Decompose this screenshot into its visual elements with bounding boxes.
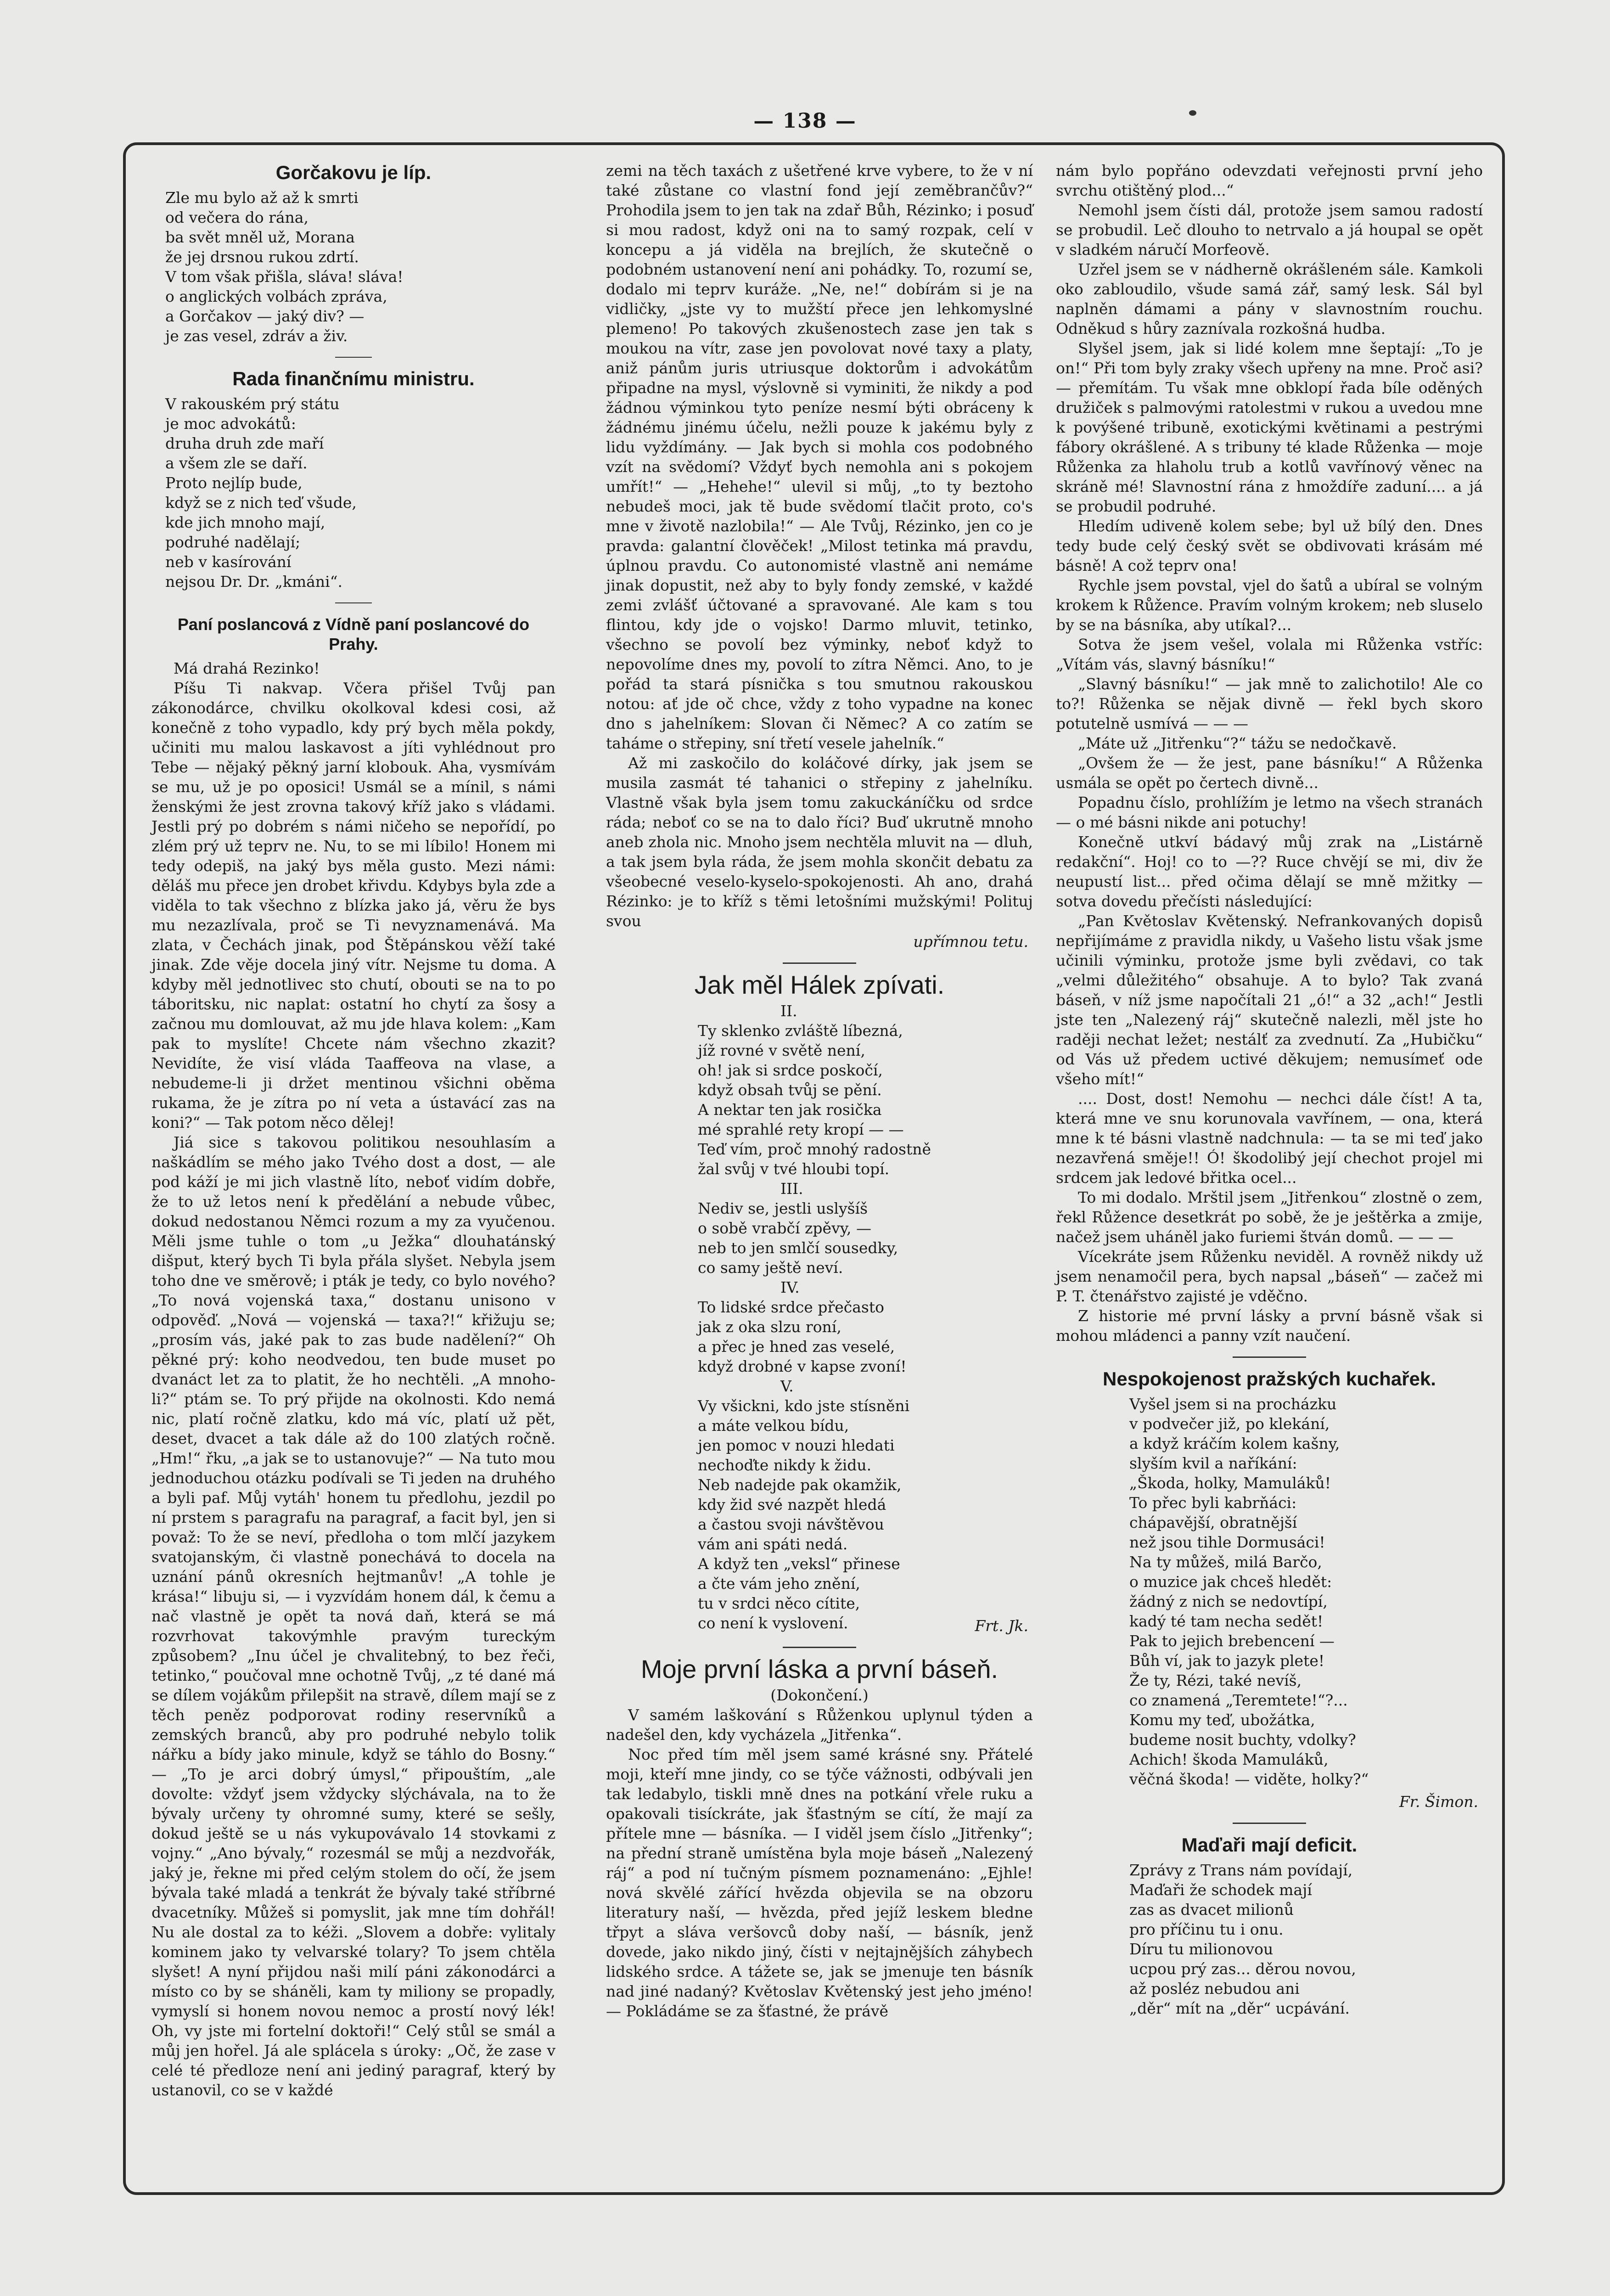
poem-line: podruhé nadělají; (165, 533, 301, 551)
poem-line: Vy všickni, kdo jste stísněni (698, 1397, 910, 1415)
poem-line: oh! jak si srdce poskočí, (698, 1061, 883, 1079)
poem-line: Na ty můžeš, milá Barčo, (1129, 1553, 1322, 1571)
paragraph: „Ovšem že — že jest, pane básníku!“ A Růženka usmála se opět po čertech divně... (1056, 754, 1483, 792)
poem-line: když se z nich teď všude, (165, 494, 357, 512)
paragraph: Konečně utkví bádavý můj zrak na „Listárně redakční“. Hoj! co to —?? Ruce chvějí se mi, div že neupustí list... před očima dělají se mně mžitky — sotva dovedu přečísti následující: (1056, 833, 1483, 910)
poem-line: Bůh ví, jak to jazyk plete! (1129, 1652, 1325, 1670)
divider (335, 357, 372, 358)
poem-line: „děr“ mít na „děr“ ucpávání. (1129, 1999, 1350, 2017)
poem-line: neb v kasírování (165, 553, 292, 571)
poem-line: mé sprahlé rety kropí — — (698, 1120, 904, 1138)
poem-line: ucpou prý zas... děrou novou, (1129, 1960, 1356, 1978)
paragraph: Uzřel jsem se v nádherně okrášleném sále. Kamkoli oko zabloudilo, všude samá zář, samý lesk. Sál byl naplněn dámami a pány v slavnostním rouchu. Odněkud s hůry zaznívala rozkošná hudba. (1056, 260, 1483, 338)
section-number: III. (780, 1180, 803, 1198)
article-title: Paní poslancová z Vídně paní poslancové do Prahy. (177, 615, 530, 653)
poem-line: kde jich mnoho mají, (165, 513, 325, 531)
signature: Fr. Šimon. (1399, 1793, 1478, 1811)
poem-line: co znamená „Teremtete!“?... (1129, 1691, 1348, 1709)
poem-line: až posléz nebudou ani (1129, 1980, 1300, 1998)
story-subtitle: (Dokončení.) (770, 1686, 869, 1704)
divider (1233, 1823, 1306, 1824)
paragraph: Až mi zaskočilo do koláčové dírky, jak jsem se musila zasmát té tahanici o střepiny z jahelníku. Vlastně však byla jsem tomu zakuckáníčku od srdce ráda; neboť co se na to dalo říci? Buď ukrutně mnoho aneb zhola nic. Mnoho jsem nechtěla mluvit na — dluh, a tak jsem byla ráda, že jsem mohla skončit debatu za všeobecné veselo-kyselo-spokojenosti. Ah ano, drahá Rézinko: je to kříž s těmi letošními mužskými! Polituj svou (606, 754, 1033, 930)
poem-kucharky (1056, 1394, 1483, 1789)
paragraph: Rychle jsem povstal, vjel do šatů a ubíral se volným krokem k Růžence. Pravím volným krokem; neb sluselo by se na básníka, aby utíkal?... (1056, 576, 1483, 634)
poem-line: je moc advokátů: (165, 415, 296, 433)
poem-line: tu v srdci něco cítite, (698, 1594, 860, 1612)
poem-line: budeme nosit buchty, vdolky? (1129, 1731, 1356, 1749)
paragraph: Noc před tím měl jsem samé krásné sny. Přátelé moji, kteří mne jindy, co se týče vážnosti, odbývali jen tak ledabylo, tiskli mně dnes na potkání vřele ruku a opakovali tisíckráte, jak šťastným se cítí, že mají za přítele mne — básníka. — I viděl jsem číslo „Jitřenky“; na přední straně umístěna byla moje báseň „Nalezený ráj“ a pod ní tučným písmem poznamenáno: „Ejhle! nová skvělé zářící hvězda objevila se na obzoru literatury naší, — hvězda, před jejíž leskem bledne třpyt a sláva veršovců doby naší, — básník, jenž dovede, jako nikdo jiný, čísti v nejtajnějších záhybech lidského srdce. A tážete se, jak se jmenuje ten básník nad jiné nadaný? Květoslav Květenský jest jeho jméno! — Pokládáme se za šťastné, že právě (606, 1745, 1033, 2020)
poem-line: nejsou Dr. Dr. „kmáni“. (165, 573, 342, 591)
poem-line: a když kráčím kolem kašny, (1129, 1435, 1340, 1452)
paragraph: Slyšel jsem, jak si lidé kolem mne šeptají: „To je on!“ Při tom byly zraky všech upřeny na mne. Proč asi? — přemítám. Tu však mne obklopí řada bíle oděných družiček s palmovými ratolestmi v rukou a uvedou mne k povýšené tribuně, exotickými květinami a pestrými fábory okrášlené. A s tribuny té klade Růženka — moje Růženka za hlaholu trub a kotlů vavřínový věnec na skráně mé! Slavnostní rána z hmoždíře zaduní.... a já se probudil podruhé. (1056, 339, 1483, 515)
poem-line: žádný z nich se nedovtípí, (1129, 1593, 1328, 1610)
poem-line: slyším kvil a naříkání: (1129, 1454, 1297, 1472)
poem-line: Nediv se, jestli uslyšíš (698, 1199, 868, 1217)
poem-line: V rakouském prý státu (165, 395, 340, 413)
poem-line: jen pomoc v nouzi hledati (698, 1436, 895, 1454)
poem-line: když obsah tvůj se pění. (698, 1081, 882, 1099)
poem-line: žal svůj v tvé hloubi topí. (698, 1160, 890, 1178)
divider (335, 602, 372, 603)
paragraph: „Slavný básníku!“ — jak mně to zalichotilo! Ale co to?! Růženka se nějak divně — řekl bych skoro potutelně usmívá — — — (1056, 675, 1483, 732)
poem-line: druha druh zde maří (165, 434, 324, 452)
poem-line: co samy ještě neví. (698, 1259, 843, 1277)
poem-line: neb to jen smlčí sousedky, (698, 1239, 898, 1257)
poem-line: Neb nadejde pak okamžik, (698, 1476, 902, 1494)
paragraph: Vícekráte jsem Růženku neviděl. A rovněž nikdy už jsem nenamočil pera, bych napsal „báseň“ — začež mi P. T. čtenářstvo zajisté je vděčno. (1056, 1248, 1483, 1305)
poem-line: „Škoda, holky, Mamuláků! (1129, 1474, 1331, 1492)
poem-line: kadý té tam necha sedět! (1129, 1612, 1324, 1630)
poem-line: Zprávy z Trans nám povídají, (1129, 1861, 1353, 1879)
poem-line: pro příčinu tu i onu. (1129, 1920, 1284, 1938)
poem-line: nechoďte nikdy k židu. (698, 1456, 872, 1474)
poem-title: Gorčakovu je líp. (275, 162, 432, 183)
poem-line: Díru tu milionovou (1129, 1940, 1273, 1958)
paragraph: Popadnu číslo, prohlížím je letmo na všech stranách — o mé básni nikde ani potuchy! (1056, 793, 1483, 831)
story-title: Moje první láska a první báseň. (640, 1654, 999, 1683)
poem-line: A nektar ten jak rosička (698, 1101, 882, 1119)
paragraph: Nemohl jsem čísti dál, protože jsem samou radostí se probudil. Leč dlouho to netrvalo a já houpal se opět v sladkém náručí Morfeově. (1056, 201, 1483, 259)
poem-line: V tom však přišla, sláva! sláva! (165, 268, 404, 286)
poem-line: Achich! škoda Mamuláků, (1129, 1750, 1329, 1768)
poem-line: Maďaři že schodek mají (1129, 1881, 1312, 1899)
page-number: — 138 — (753, 109, 857, 133)
poem-line: a všem zle se daří. (165, 454, 308, 472)
paragraph: Sotva že jsem vešel, volala mi Růženka vstříc: „Vítám vás, slavný básníku!“ (1056, 636, 1483, 673)
poem-line: ba svět mněl už, Morana (165, 228, 355, 246)
paragraph: V samém laškování s Růženkou uplynul týden a nadešel den, kdy vycházela „Jitřenka“. (606, 1706, 1033, 1744)
poem-line: Pak to jejich brebencení — (1129, 1632, 1335, 1650)
poem-line: je zas vesel, zdráv a živ. (165, 327, 348, 345)
column-3 (1056, 161, 1483, 2021)
poem-line: Ty sklenko zvláště líbezná, (698, 1022, 903, 1040)
poem-line: Vyšel jsem si na procházku (1129, 1395, 1337, 1413)
section-number: II. (780, 1002, 797, 1020)
poem-line: Proto nejlíp bude, (165, 474, 303, 492)
column-2 (606, 161, 1033, 2021)
divider (783, 1647, 856, 1648)
poem-line: co není k vyslovení. (698, 1614, 848, 1632)
poem-line: chápavější, obratnější (1129, 1514, 1297, 1531)
poem-line: vám ani spáti nedá. (698, 1535, 848, 1553)
poem-line: Zle mu bylo až až k smrti (165, 189, 359, 207)
poem-line: v podvečer již, po klekání, (1129, 1415, 1330, 1433)
poem-title: Jak měl Hálek zpívati. (694, 970, 945, 999)
poem-line: když drobné v kapse zvoní! (698, 1357, 907, 1375)
paragraph: Jiá sice s takovou politikou nesouhlasím a naškádlím se mého jako Tvého dost a dost, — ale pod káží je mi jich vlastně líto, neboť vidím dobře, že to už letos není k předělání a nebude vůbec, dokud nedostanou Němci rozum a my za vyučenou. Měli jsme tuhle o tom „u Ježka“ dlouhatánský dišput, který bych Ti byla přála slyšet. Nebyla jsem toho dne ve směrově; i pták je tedy, co bylo nového? „To nová vojenská taxa,“ dostanu unisono v odpověď. „Nová — vojenská — taxa?!“ křižuju se; „prosím vás, jaké pak to zas bude nadělení?“ Oh pěkné prý: koho neodvedou, ten bude muset po dvanáct let za to platit, že ho nechtěli. „A mnoho-li?“ ptám se. To prý přijde na okolnosti. Kdo nemá nic, platí ročně zlatku, kdo má víc, platí už pět, deset, dvacet a tak dále až do 100 zlatých ročně. „Hm!“ řku, „a jak se to ustanovuje?“ — Na tuto mou jednoduchou otázku podívali se Ti jeden na druhého a byli paf. Můj vytáh' honem tu předlohu, jezdil po ní prstem s paragrafu na paragraf, a facit byl, jen si považ: To že se neví, předloha o tom mlčí jazykem svatojanským, či vlastně ponechává to docela na uznání pánů okresních hejtmanův! „A tohle je krása!“ libuju si, — i vyzvídám honem dál, k čemu a nač vlastně je opět ta nová daň, která se má rozvrhovat takovýmhle pravým tureckým způsobem? „Inu účel je chvalitebný, to bez řeči, tetinko,“ poučoval mne ochotně Tvůj, „z té dané má se dílem vojákům přilepšit na stravě, dílem mají se z těch peněz podporovat rodiny reservníků a zemských branců, aby pro podruhé nebylo tolik nářku a bídy jako minule, když se táhlo do Bosny.“ — „To je arci dobrý úmysl,“ připouštím, „ale dovolte: vždyť jsem vždycky slýchávala, na to že bývaly určeny ty ohromné sumy, které se sešly, dokud ještě se u nás vykupovávalo 14 stovkami z vojny.“ „Ano bývaly,“ rozesmál se můj a nezdvořák, jaký je, řekne mi před celým stolem do očí, že jsem bývala také mladá a tenkrát že bývaly také stříbrné dvacetníky. Můžeš si pomyslit, jak mne tím dohřál! Nu ale dostal za to kéži. „Slovem a dobře: vylitaly kominem jako ty velvarské tolary? To jsem chtěla slyšet! A nyní přijdou naši milí páni zákonodárci a místo co by se sháněli, kam ty miliony se propadly, vymyslí si honem novou nemoc a prostí nový lék! Oh, vy jste mi fortelní doktoři!“ Celý stůl se smál a můj jen hořel. Já ale splácela s úroky: „Oč, že zase v celé té předloze není ani jediný paragraf, který by ustanovil, co se v každé (151, 1133, 555, 2099)
poem-line: jak z oka slzu roní, (698, 1318, 841, 1336)
poem-line: Že ty, Rézi, také nevíš, (1129, 1671, 1302, 1689)
section-number: V. (780, 1377, 794, 1395)
poem-halek (606, 1001, 1033, 1633)
paragraph: „Pan Květoslav Květenský. Nefrankovaných dopisů nepřijímáme z pravidla nikdy, u Vašeho listu však jsme učinili výminku, protože jsme byli zvědavi, co tak „velmi důležitého“ obsahuje. A to bylo? Tak zvaná báseň, v níž jsme napočítali 21 „ó!“ a 32 „ach!“ Jestli jste ten „Nalezený ráj“ skutečně nalezli, měl jste ho raději nechat ležet; nestálť za zvednutí. Za „Hubičku“ od Vás už předem uctivé děkujem; nemusímeť ode všeho mít!“ (1056, 912, 1483, 1088)
poem-line: a častou svoji návštěvou (698, 1515, 884, 1533)
poem-line: že jej drsnou rukou zdrtí. (165, 248, 359, 266)
signature: Frt. Jk. (975, 1617, 1028, 1635)
poem-title: Rada finančnímu ministru. (232, 368, 475, 389)
signature: upřímnou tetu. (913, 933, 1028, 951)
poem-line: Teď vím, proč mnohý radostně (698, 1140, 931, 1158)
section-number: IV. (780, 1278, 800, 1296)
poem-line: To lidské srdce přečasto (698, 1298, 884, 1316)
poem-title: Maďaři mají deficit. (1181, 1834, 1358, 1856)
poem-line: od večera do rána, (165, 208, 309, 226)
poem-line: A když ten „veksl“ přinese (698, 1555, 900, 1573)
poem-line: To přec byli kabrňáci: (1129, 1494, 1297, 1512)
poem-gorcakov (151, 188, 555, 346)
divider (1233, 1356, 1306, 1358)
paragraph: nám bylo popřáno odevzdati veřejnosti první jeho svrchu otištěný plod...“ (1056, 162, 1483, 199)
paragraph: Píšu Ti nakvap. Včera přišel Tvůj pan zákonodárce, chvilku okolkoval kdesi cosi, až konečně z toho vypadlo, kdy prý bych měla pokdy, učiniti mu malou laskavost a jíti vyhlédnout pro Tebe — nějaký pěkný jarní klobouk. Aha, vysmívám se mu, už je po oposici! Usmál se a mínil, s námi ženskými že jest zrovna takový kříž jako s vládami. Jestli prý po dobrém s námi ničeho se nepořídí, po zlém prý už teprv ne. Nu, to se mi líbilo! Honem mi tedy odepiš, na jaký bys měla gusto. Mezi námi: děláš mu přece jen drobet křivdu. Kdybys byla zde a viděla to tak všechno z blízka jako já, věru že bys mu nezazlívala, proč se Ti nevyznamenává. Ma zlata, v Čechách jinak, pod Štěpánskou věží také jinak. Zde věje docela jiný vítr. Nejsme tu doma. A kdyby měl jednotlivec sto chutí, obouti se na to po táboritsku, nic naplat: ostatní ho chytí za šosy a začnou mu domlouvat, až mu jde hlava kolem: „Kam pak to myslíte! Chcete nám všechno zkazit? Nevidíte, že visí vláda Taaffeova na vlase, a nebudeme-li ji držet mentinou všichni oběma rukama, že je zítra po ní veta a ústavácí zas na koni?“ — Tak potom něco dělej! (151, 679, 555, 1131)
paragraph: Z historie mé první lásky a první básně však si mohou mládenci a panny vzít naučení. (1056, 1307, 1483, 1345)
column-1 (151, 161, 555, 2100)
poem-line: zas as dvacet milionů (1129, 1901, 1294, 1919)
paragraph: zemi na těch taxách z ušetřené krve vybere, to že v ní také zůstane co vlastní fond její zeměbrančův?“ Prohodila jsem to jen tak na zdař Bůh, Rézinko; i posuď si mou radost, když oni na to samý rozpak, celí v koncepu a já viděla na brejlích, že skutečně o podobném ustanovení není ani pohádky. To, rozumí se, dodalo mi teprv kuráže. „Ne, ne!“ dobírám si je na vidličky, „jste vy to mužští přece jen lehkomyslné plemeno! Po takových zkušenostech zase jen tak s moukou na vítr, zase jen povolovat nové taxy a platy, aniž pánům juris utriusque doktorům i advokátům připadne na mysl, výslovně si vyminiti, že nikdy a pod žádnou výminkou tyto peníze nesmí býti obráceny k žádnému jinému účelu, nežli pouze k jakému byly z lidu vyždímány. — Jak bych si mohla cos podobného vzít na svědomí? Vždyť bych nemohla ani s pokojem umřít!“ — „Hehehe!“ ulevil si můj, „to ty beztoho nebudeš moci, jak tě bude svědomí tlačit proto, co's mne v životě nazlobila!“ — Ale Tvůj, Rézinko, jen co je pravda: galantní člověček! „Milost tetinka má pravdu, úplnou pravdu. Co autonomisté vlastně ani nemáme jinak dopustit, než aby to byly fondy zemské, v každé zemi zvlášť účtované a spravované. Ale kam s tou flintou, kdy jde o vojsko! Darmo mluvit, tetinko, všechno se povolí bez výminky, neboť když to nepovolíme dnes my, povolí to zítra Němci. Ano, to je pořád ta stará písnička s tou smutnou rakouskou notou: ať jde oč chce, vždy z toho vypadne na konec dno s jahelníkem: Slovan či Němec? A co zatím se taháme o střepiny, sní třetí vesele jahelník.“ (606, 162, 1033, 752)
poem-line: o anglických volbách zpráva, (165, 287, 387, 305)
paragraph: To mi dodalo. Mrštil jsem „Jitřenkou“ zlostně o zem, řekl Růžence desetkrát po sobě, že je ještěrka a zmije, načež jsem uháněl jako furiemi štván domů. — — — (1056, 1188, 1483, 1246)
poem-line: o sobě vrabčí zpěvy, — (698, 1219, 871, 1237)
poem-line: a máte velkou bídu, (698, 1417, 849, 1435)
poem-line: kdy žid své nazpět hledá (698, 1496, 886, 1514)
poem-line: a přec je hned zas veselé, (698, 1338, 895, 1356)
poem-title: Nespokojenost pražských kuchařek. (1103, 1368, 1436, 1390)
poem-line: jíž rovné v světě není, (698, 1041, 865, 1059)
poem-line: Komu my teď, ubožátka, (1129, 1711, 1315, 1729)
poem-madari (1056, 1860, 1483, 2018)
poem-line: o muzice jak chceš hledět: (1129, 1573, 1332, 1591)
divider (783, 962, 856, 964)
poem-line: než jsou tihle Dormusáci! (1129, 1533, 1325, 1551)
paragraph: .... Dost, dost! Nemohu — nechci dále číst! A ta, která mne ve snu korunovala vavřínem, — ona, která mne k té básni vlastně nadchnula: — ta se mi teď jako nezavřená směje!! Ó! škodolibý její chechot projel mi srdcem jak ledové břitka ocel... (1056, 1090, 1483, 1187)
poem-rada (151, 394, 555, 591)
paragraph: „Máte už „Jitřenku“?“ tážu se nedočkavě. (1078, 734, 1397, 752)
poem-line: a Gorčakov — jaký div? — (165, 307, 365, 325)
poem-line: věčná škoda! — viděte, holky?“ (1129, 1770, 1369, 1788)
letter-salutation: Má drahá Rezinko! (174, 659, 320, 677)
paragraph: Hledím udiveně kolem sebe; byl už bílý den. Dnes tedy bude celý český svět se obdivovati krásám mé básně! A což teprv ona! (1056, 517, 1483, 574)
poem-line: a čte vám jeho znění, (698, 1575, 860, 1593)
